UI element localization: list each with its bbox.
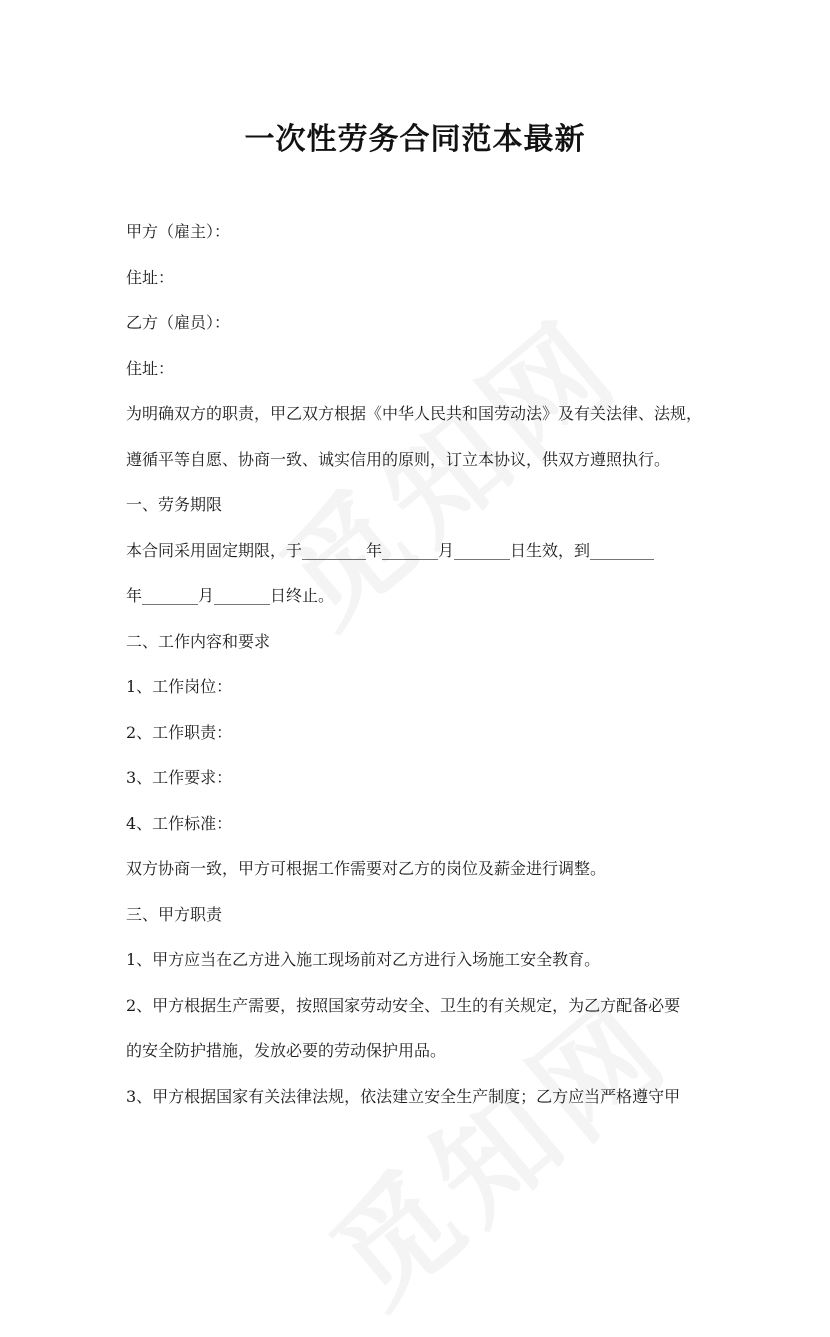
preamble-line: 为明确双方的职责，甲乙双方根据《中华人民共和国劳动法》及有关法律、法规， [126,404,703,423]
list-item: 1、甲方应当在乙方进入施工现场前对乙方进行入场施工安全教育。 [126,950,601,969]
list-item: 1、工作岗位： [126,677,233,696]
section-heading: 二、工作内容和要求 [126,631,271,651]
preamble-line: 遵循平等自愿、协商一致、诚实信用的原则，订立本协议，供双方遵照执行。 [126,449,671,469]
paragraph-line: 本合同采用固定期限，于________年_______月_______日生效，到________ [126,540,655,560]
paragraph-line: 年_______月_______日终止。 [126,586,335,605]
document-title: 一次性劳务合同范本最新 [244,122,586,157]
section-heading: 一、劳务期限 [126,495,223,514]
list-item: 3、工作要求： [126,768,233,787]
list-item: 4、工作标准： [126,813,233,833]
list-item: 2、甲方根据生产需要，按照国家劳动安全、卫生的有关规定，为乙方配备必要 [126,995,681,1015]
party-b-line: 乙方（雇员）： [126,313,231,332]
section-heading: 三、甲方职责 [126,904,223,924]
paragraph-line: 双方协商一致，甲方可根据工作需要对乙方的岗位及薪金进行调整。 [126,859,607,878]
paragraph-line: 的安全防护措施，发放必要的劳动保护用品。 [126,1041,447,1060]
party-a-line: 甲方（雇主）： [126,222,231,241]
document-body [126,216,712,1126]
party-b-address-line: 住址： [126,358,175,378]
party-a-address-line: 住址： [126,267,175,287]
list-item: 3、甲方根据国家有关法律法规，依法建立安全生产制度；乙方应当严格遵守甲 [126,1086,681,1106]
list-item: 2、工作职责： [126,722,233,742]
